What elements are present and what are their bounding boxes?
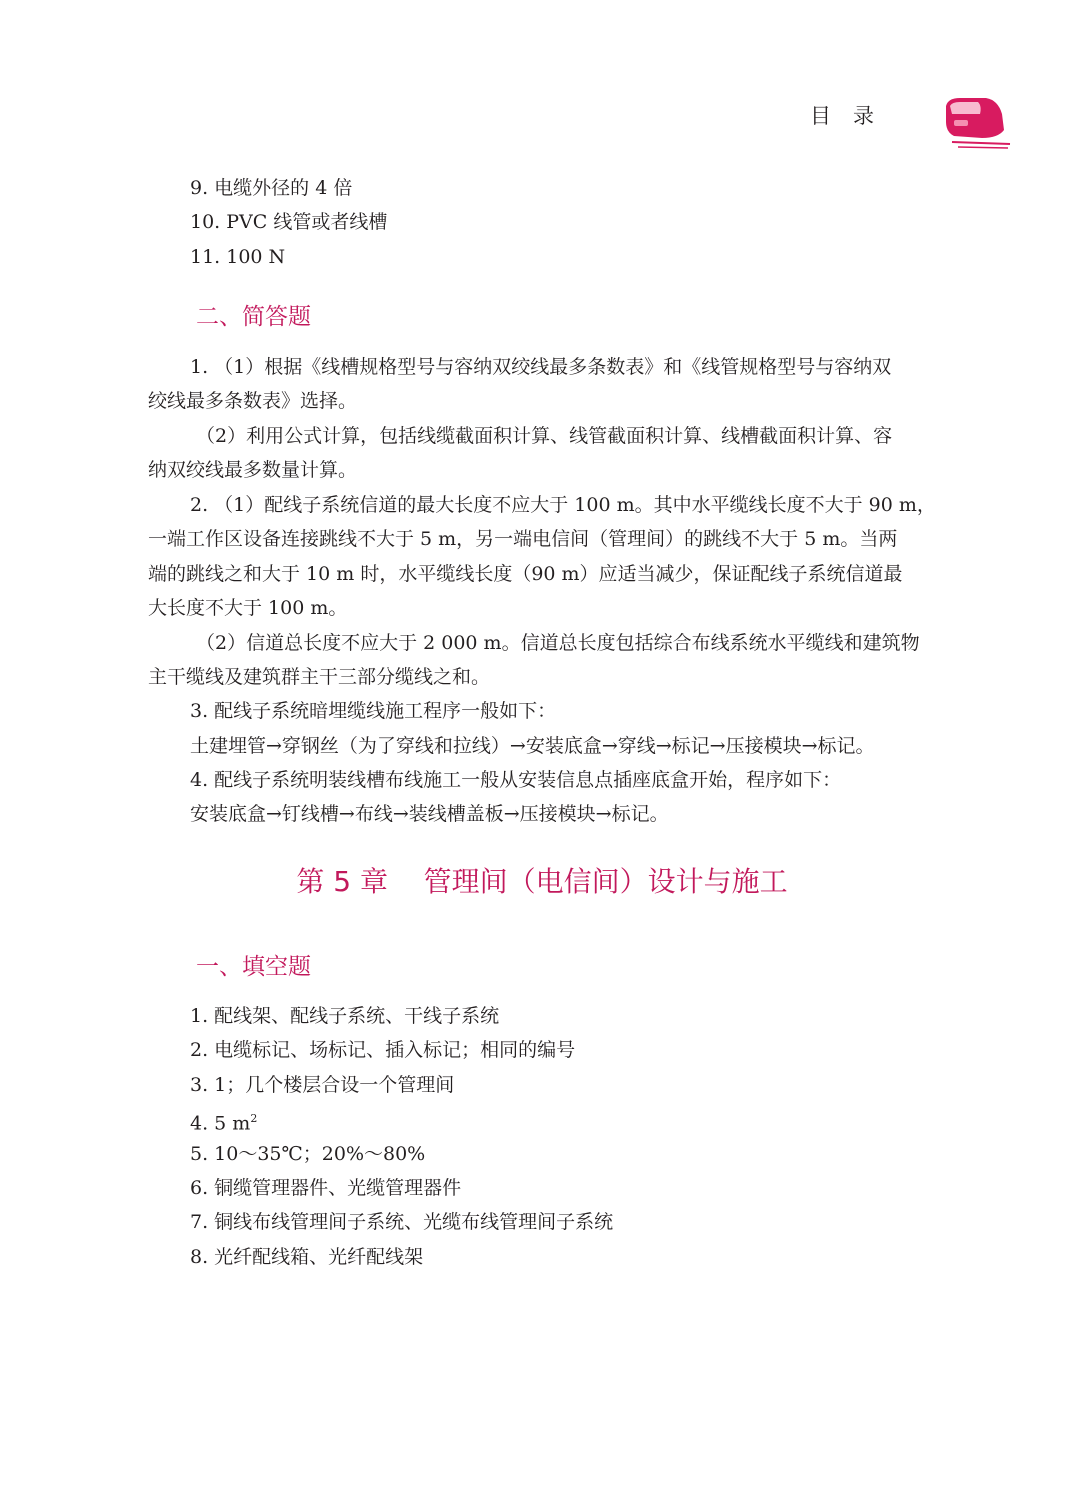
paragraph-line: 土建埋管→穿钢丝（为了穿线和拉线）→安装底盒→穿线→标记→压接模块→标记。 — [190, 735, 875, 757]
header-title: 目录 — [810, 104, 896, 128]
section-heading-fill-blank: 一、填空题 — [196, 954, 311, 980]
paragraph-line: 安装底盒→钉线槽→布线→装线槽盖板→压接模块→标记。 — [190, 803, 669, 825]
section-heading-short-answer: 二、简答题 — [196, 304, 311, 330]
paragraph-line: （2）信道总长度不应大于 2 000 m。信道总长度包括综合布线系统水平缆线和建筑物 — [196, 632, 920, 654]
paragraph-line: 4. 配线子系统明装线槽布线施工一般从安装信息点插座底盒开始，程序如下： — [190, 769, 842, 791]
answer-item: 7. 铜线布线管理间子系统、光缆布线管理间子系统 — [190, 1211, 614, 1233]
paragraph-line: 2. （1）配线子系统信道的最大长度不应大于 100 m。其中水平缆线长度不大于 90 m， — [190, 494, 936, 516]
answer-item: 11. 100 N — [190, 246, 286, 268]
answer-item: 1. 配线架、配线子系统、干线子系统 — [190, 1005, 500, 1027]
paragraph-line: 1. （1）根据《线槽规格型号与容纳双绞线最多条数表》和《线管规格型号与容纳双 — [190, 356, 892, 378]
superscript: 2 — [250, 1112, 258, 1125]
answer-item: 5. 10～35℃；20%～80% — [190, 1143, 426, 1165]
answer-item: 9. 电缆外径的 4 倍 — [190, 177, 353, 199]
paragraph-line: 主干缆线及建筑群主干三部分缆线之和。 — [148, 666, 491, 688]
paragraph-line: （2）利用公式计算，包括线缆截面积计算、线管截面积计算、线槽截面积计算、容 — [196, 425, 893, 447]
paragraph-line: 绞线最多条数表》选择。 — [148, 390, 358, 412]
answer-item: 8. 光纤配线箱、光纤配线架 — [190, 1246, 424, 1268]
answer-item: 3. 1；几个楼层合设一个管理间 — [190, 1074, 455, 1096]
train-logo-icon — [938, 92, 1014, 150]
chapter-title: 第 5 章 管理间（电信间）设计与施工 — [296, 865, 788, 898]
answer-text: 4. 5 m — [190, 1112, 251, 1135]
answer-item: 2. 电缆标记、场标记、插入标记；相同的编号 — [190, 1039, 576, 1061]
paragraph-line: 纳双绞线最多数量计算。 — [148, 459, 358, 481]
paragraph-line: 一端工作区设备连接跳线不大于 5 m，另一端电信间（管理间）的跳线不大于 5 m。当两 — [148, 528, 898, 550]
answer-item: 6. 铜缆管理器件、光缆管理器件 — [190, 1177, 462, 1199]
paragraph-line: 3. 配线子系统暗埋缆线施工程序一般如下： — [190, 700, 557, 722]
paragraph-line: 端的跳线之和大于 10 m 时，水平缆线长度（90 m）应适当减少，保证配线子系统信道最 — [148, 563, 903, 585]
paragraph-line: 大长度不大于 100 m。 — [148, 597, 348, 619]
answer-item: 10. PVC 线管或者线槽 — [190, 211, 388, 233]
answer-item — [190, 1107, 257, 1135]
